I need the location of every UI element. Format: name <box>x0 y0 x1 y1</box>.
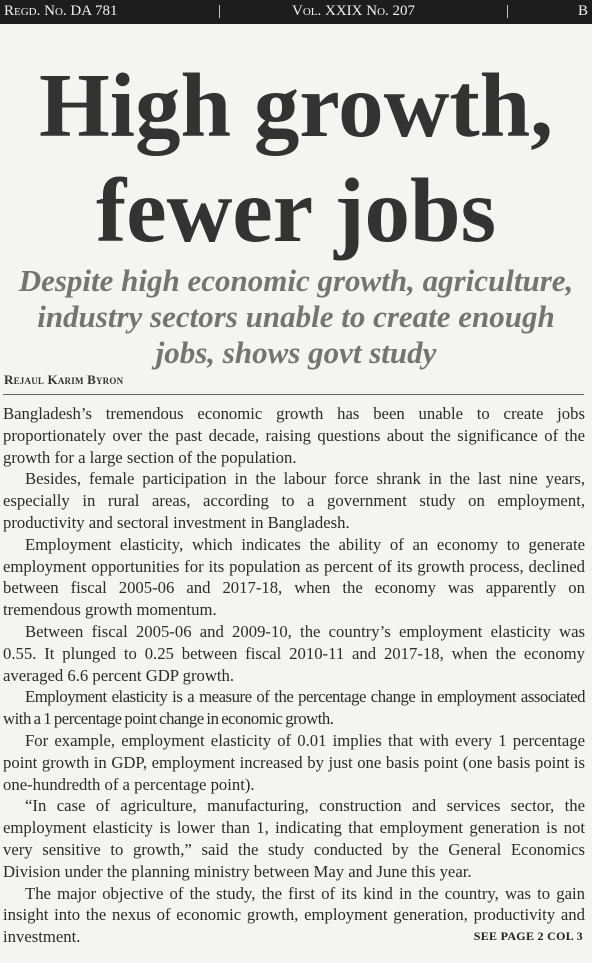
article-body <box>3 403 585 948</box>
headline-line-1: High growth, <box>38 55 554 156</box>
deck-line-2: industry sectors unable to create enough <box>37 299 555 334</box>
article-paragraph: Besides, female participation in the labour force shrank in the last nine years, especially in rural areas, according to a government study on employment, productivity and sectoral investment in Bangladesh. <box>3 469 585 532</box>
registration-number: Regd. No. DA 781 <box>4 3 118 19</box>
article-paragraph: The major objective of the study, the first of its kind in the country, was to gain insight into the nexus of economic growth, employment generation, productivity and investment. <box>3 883 585 947</box>
volume-number: Vol. XXIX No. 207 <box>292 3 416 19</box>
article-paragraph: Employment elasticity, which indicates the ability of an economy to generate employment opportunities for its population as percent of its growth process, declined between fiscal 2005-06 and 2017-18, when the economy was apparently on tremendous growth momentum. <box>3 534 585 620</box>
deck-line-3: jobs, shows govt study <box>155 335 437 370</box>
article-paragraph: Bangladesh’s tremendous economic growth has been unable to create jobs proportionately over the past decade, raising questions about the significance of the growth for a large section of the population. <box>3 404 585 467</box>
article-paragraph: Employment elasticity is a measure of the percentage change in employment associated with a 1 percentage point change in economic growth. <box>3 687 585 729</box>
masthead-separator: | <box>506 3 510 19</box>
byline-divider <box>3 394 584 395</box>
article-paragraph: “In case of agriculture, manufacturing, construction and services sector, the employment elasticity is lower than 1, indicating that employment generation is not very sensitive to growth,” said the study conducted by the General Economics Division under the planning ministry between May and June this year. <box>3 796 585 881</box>
deck-line-1: Despite high economic growth, agriculture, <box>18 263 574 298</box>
byline: Rejaul Karim Byron <box>4 372 124 387</box>
masthead-bar <box>0 0 592 24</box>
masthead-truncated-text: B <box>578 3 589 19</box>
continuation-note: SEE PAGE 2 COL 3 <box>473 929 583 943</box>
article-paragraph: Between fiscal 2005-06 and 2009-10, the country’s employment elasticity was 0.55. It plunged to 0.25 between fiscal 2010-11 and 2017-18, when the economy averaged 6.6 percent GDP growth. <box>3 621 585 685</box>
headline-line-2: fewer jobs <box>95 160 497 261</box>
article-paragraph: For example, employment elasticity of 0.01 implies that with every 1 percentage point growth in GDP, employment increased by just one basis point (one basis point is one-hundredth of a percentage point). <box>3 730 585 794</box>
masthead-separator: | <box>218 3 222 19</box>
